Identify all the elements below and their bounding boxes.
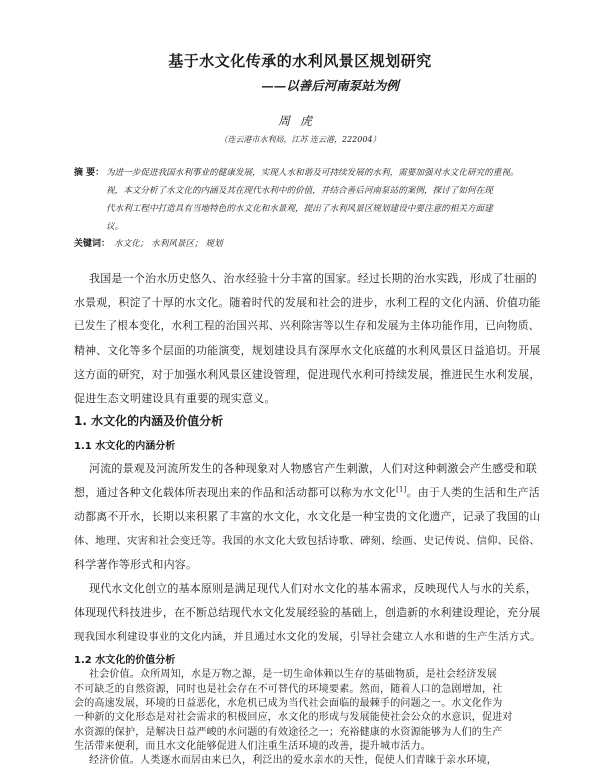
body-line: 社会价值。众所周知，水是万物之源，是一切生命体赖以生存的基础物质，是社会经济发展 [89,669,497,681]
author-affiliation: （连云港市水利局，江苏 连云港，222004） [219,135,381,144]
abstract-line: 议。 [106,222,124,232]
paper-title: 基于水文化传承的水利风景区规划研究 [168,52,432,70]
keywords-block [74,236,223,249]
intro-line: 促进生态文明建设具有重要的现实意义。 [74,392,276,405]
body-line: 生活带来便利，而且水文化能够促进人们注重生活环境的改善，提升城市活力。 [74,740,431,752]
intro-line: 我国是一个治水历史悠久、治水经验十分丰富的国家。经过长期的治水实践，形成了壮丽的 [89,272,537,285]
intro-line: 这方面的研究，对于加强水利风景区建设管理，促进现代水利可持续发展，推进民生水利发展， [74,368,541,381]
body-line: 不可缺乏的自然资源，同时也是社会存在不可替代的环境要素。然而，随着人口的急剧增加，社 [74,683,503,695]
body-line: 体、地理、灾害和社会变迁等。我国的水文化大致包括诗歌、碑刻、绘画、史记传说、信仰、民俗、 [74,535,540,547]
body-line: 动都离不开水，长期以来积累了丰富的水文化，水文化是一种宝贵的文化遗产，记录了我国的山 [74,510,541,523]
body-text: 。由于人类的生活和生产活 [406,486,540,499]
body-line: 现代水文化创立的基本原则是满足现代人们对水文化的基本需求，反映现代人与水的关系， [89,582,537,595]
body-text: 想，通过各种文化载体所表现出来的作品和活动都可以称为水文化 [74,486,397,499]
author-name: 周虎 [277,114,322,128]
body-line: 水资源的保护，是解决日益严峻的水问题的有效途径之一；充裕健康的水资源能够为人们的生产 [74,726,503,738]
subsection-heading: 1.2 水文化的价值分析 [74,655,176,666]
intro-line: 水景观，积淀了十厚的水文化。随着时代的发展和社会的进步，水利工程的文化内涵、价值功能 [74,296,541,309]
abstract-line: 视，本文分析了水文化的内涵及其在现代水利中的价值，并结合善后河南泵站的案例，探讨了如何在现 [106,186,493,196]
body-line [74,484,540,500]
keywords-label: 关键词： [74,239,111,249]
section-heading: 1. 水文化的内涵及价值分析 [74,414,224,428]
abstract-line: 代水利工程中打造具有当地特色的水文化和水景观，提出了水利风景区规划建设中要注意的相关方面建 [106,204,493,214]
body-line: 经济价值。人类逐水而居由来已久，利泛出的爱水亲水的天性，促使人们青睐于亲水环境， [89,755,497,766]
body-line: 一种新的文化形态是对社会需求的积极回应，水文化的形成与发展能使社会公众的水意识，促进对 [74,712,513,724]
abstract-line: 为进一步促进我国水利事业的健康发展，实现人水和谐及可持续发展的水利，需要加强对水文化研究的重视。 [106,168,519,178]
body-line: 体现现代科技进步，在不断总结现代水文化发展经验的基础上，创造新的水利建设理论，充分展 [74,606,541,619]
body-line: 现我国水利建设事业的文化内涵，并且通过水文化的发展，引导社会建立人水和谐的生产生活方式。 [74,631,541,643]
body-line: 河流的景观及河流所发生的各种现象对人物感官产生刺激，人们对这种刺激会产生感受和联 [89,462,537,475]
abstract-label: 摘 要： [74,168,105,178]
citation-ref: [1] [396,485,407,494]
keywords-value: 水文化； 水利风景区； 规划 [114,239,223,249]
intro-line: 精神、文化等多个层面的功能演变，规划建设具有深厚水文化底蕴的水利风景区日益追切。开展 [74,344,541,357]
paper-subtitle: ——以善后河南泵站为例 [261,78,399,93]
subsection-heading: 1.1 水文化的内涵分析 [74,441,176,452]
body-line: 科学著作等形式和内容。 [74,558,198,571]
body-line: 会的高速发展，环境的日益恶化，水危机已成为当代社会面临的最棘手的问题之一。水文化作为 [74,697,503,709]
intro-line: 已发生了根本变化，水利工程的治国兴邦、兴利除害等以生存和发展为主体功能作用，已向物质、 [74,319,540,332]
